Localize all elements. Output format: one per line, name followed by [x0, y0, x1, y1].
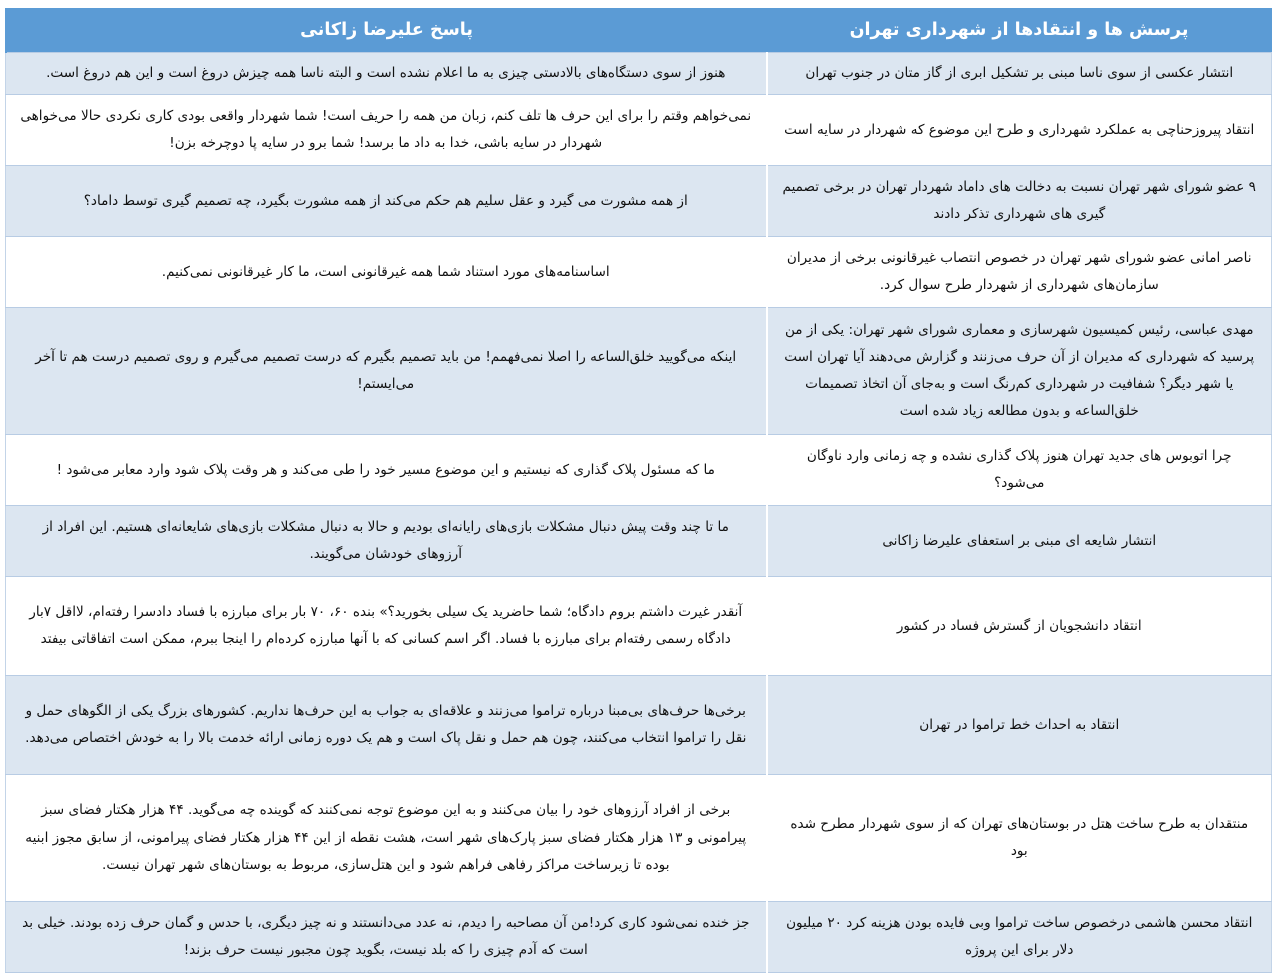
question-cell: انتشار عکسی از سوی ناسا مبنی بر تشکیل ابری از گاز متان در جنوب تهران — [767, 53, 1272, 95]
question-cell: ۹ عضو شورای شهر تهران نسبت به دخالت های داماد شهردار تهران در برخی تصمیم گیری های شهرداری تذکر دادند — [767, 166, 1272, 237]
answer-cell: جز خنده نمی‌شود کاری کرد!من آن مصاحبه را دیدم، نه عدد می‌دانستند و نه چیز دیگری، با حدس و گمان حرف زده بودند. خیلی بد است که آدم چیزی را که بلد نیست، بگوید چون مجبور نیست حرف بزند! — [6, 902, 767, 973]
question-cell: چرا اتوبوس های جدید تهران هنوز پلاک گذاری نشده و چه زمانی وارد ناوگان می‌شود؟ — [767, 435, 1272, 506]
answer-cell: نمی‌خواهم وقتم را برای این حرف ها تلف کنم، زبان من همه را حریف است! شما شهردار واقعی بودی کاری نکردی حالا می‌خواهی شهردار در سایه باشی، خدا به داد ما برسد! شما برو در سایه پا دوچرخه بزن! — [6, 95, 767, 166]
table-row — [6, 308, 1272, 435]
table-row — [6, 53, 1272, 95]
answer-cell: ما تا چند وقت پیش دنبال مشکلات بازی‌های رایانه‌ای بودیم و حالا به دنبال مشکلات بازی‌های شایعانه‌ای هستیم. این افراد از آرزوهای خودشان می‌گویند. — [6, 506, 767, 577]
question-cell: انتقاد پیروزحناچی به عملکرد شهرداری و طرح این موضوع که شهردار در سایه است — [767, 95, 1272, 166]
question-cell: انتشار شایعه ای مبنی بر استعفای علیرضا زاکانی — [767, 506, 1272, 577]
table-row — [6, 676, 1272, 775]
answer-cell: از همه مشورت می گیرد و عقل سلیم هم حکم می‌کند از همه مشورت بگیرد، چه تصمیم گیری توسط داماد؟ — [6, 166, 767, 237]
question-cell: انتقاد محسن هاشمی درخصوص ساخت تراموا وبی فایده بودن هزینه کرد ۲۰ میلیون دلار برای این پروژه — [767, 902, 1272, 973]
answer-cell: برخی از افراد آرزوهای خود را بیان می‌کنند و به این موضوع توجه نمی‌کنند که گوینده چه می‌گوید. ۴۴ هزار هکتار فضای سبز پیرامونی و ۱۳ هزار هکتار فضای سبز پارک‌های شهر است، هشت نقطه از این ۴۴ هزار هکتار فضای پیرامونی، از سابق مجوز ابنیه بوده تا زیرساخت مراکز رفاهی فراهم شود و این هتل‌سازی، مربوط به بوستان‌های شهر تهران نیست. — [6, 775, 767, 902]
question-cell: منتقدان به طرح ساخت هتل در بوستان‌های تهران که از سوی شهردار مطرح شده بود — [767, 775, 1272, 902]
qa-table-body — [6, 53, 1272, 973]
table-row — [6, 95, 1272, 166]
question-cell: ناصر امانی عضو شورای شهر تهران در خصوص انتصاب غیرقانونی برخی از مدیران سازمان‌های شهرداری از شهردار طرح سوال کرد. — [767, 237, 1272, 308]
table-row — [6, 237, 1272, 308]
answer-cell: اساسنامه‌های مورد استناد شما همه غیرقانونی است، ما کار غیرقانونی نمی‌کنیم. — [6, 237, 767, 308]
table-row — [6, 577, 1272, 676]
qa-header-row — [6, 8, 1272, 53]
table-row — [6, 435, 1272, 506]
table-row — [6, 902, 1272, 973]
qa-table-head — [6, 8, 1272, 53]
table-row — [6, 506, 1272, 577]
table-row — [6, 166, 1272, 237]
column-header-answers: پاسخ علیرضا زاکانی — [6, 8, 767, 53]
answer-cell: اینکه می‌گویید خلق‌الساعه را اصلا نمی‌فهمم! من باید تصمیم بگیرم که درست تصمیم می‌گیرم و روی تصمیم درست هم تا آخر می‌ایستم! — [6, 308, 767, 435]
answer-cell: ما که مسئول پلاک گذاری که نیستیم و این موضوع مسیر خود را طی می‌کند و هر وقت پلاک شود وارد معابر می‌شود ! — [6, 435, 767, 506]
question-cell: انتقاد دانشجویان از گسترش فساد در کشور — [767, 577, 1272, 676]
question-cell: مهدی عباسی، رئیس کمیسیون شهرسازی و معماری شورای شهر تهران: یکی از من پرسید که شهرداری که مدیران از آن حرف می‌زنند و گزارش می‌دهند آیا تهران است یا شهر دیگر؟ شفافیت در شهرداری کم‌رنگ است و به‌جای آن اتخاذ تصمیمات خلق‌الساعه و بدون مطالعه زیاد شده است — [767, 308, 1272, 435]
answer-cell: آنقدر غیرت داشتم بروم دادگاه؛ شما حاضرید یک سیلی بخورید؟» بنده ۶۰، ۷۰ بار برای مبارزه با فساد دادسرا رفته‌ام، لااقل ۷بار دادگاه رسمی رفته‌ام برای مبارزه با فساد. اگر اسم کسانی که با آنها مبارزه کرده‌ام را اینجا ببرم، ممکن است اتفاقاتی بیفتد — [6, 577, 767, 676]
table-row — [6, 775, 1272, 902]
answer-cell: هنوز از سوی دستگاه‌های بالادستی چیزی به ما اعلام نشده است و البته ناسا همه چیزش دروغ است و این هم دروغ است. — [6, 53, 767, 95]
column-header-questions: پرسش ها و انتقادها از شهرداری تهران — [767, 8, 1272, 53]
qa-table — [5, 8, 1273, 973]
question-cell: انتقاد به احداث خط تراموا در تهران — [767, 676, 1272, 775]
answer-cell: برخی‌ها حرف‌های بی‌مبنا درباره تراموا می‌زنند و علاقه‌ای به جواب به این حرف‌ها نداریم. کشورهای بزرگ یکی از الگوهای حمل و نقل را تراموا انتخاب می‌کنند، چون هم حمل و نقل پاک است و هم یک دوره زمانی ارائه خدمت بالا را به خودش اختصاص می‌دهد. — [6, 676, 767, 775]
